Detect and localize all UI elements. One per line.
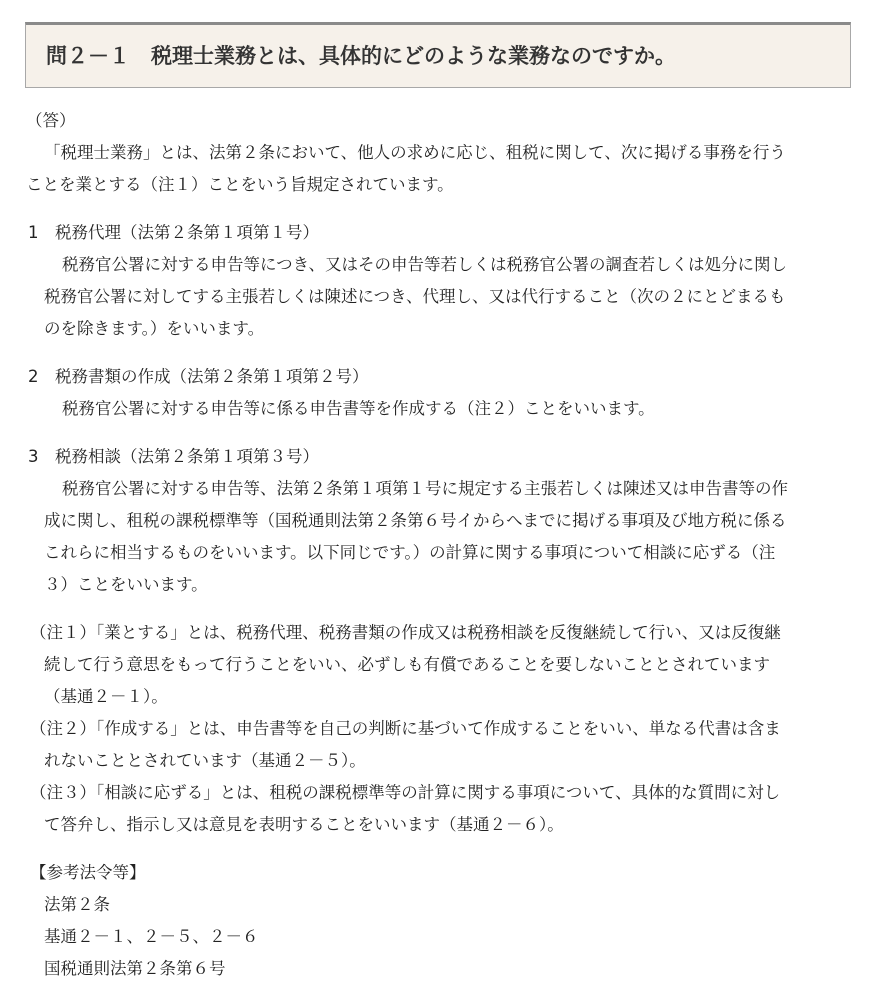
item-tax-consultation — [0, 441, 880, 601]
item-tax-documents — [0, 361, 880, 425]
note-text: 続して行う意思をもって行うことをいい、必ずしも有償であることを要しないこととされています — [44, 655, 770, 674]
answer-intro-line: 「税理士業務」とは、法第２条において、他人の求めに応じ、租税に関して、次に掲げる事務を行う — [44, 143, 786, 162]
spacer — [0, 201, 880, 217]
item-text: 税務官公署に対する申告等に係る申告書等を作成する（注２）ことをいいます。 — [62, 399, 655, 418]
answer-intro-line: ことを業とする（注１）ことをいう旨規定されています。 — [26, 175, 454, 194]
question-title: 問２－１ 税理士業務とは、具体的にどのような業務なのですか。 — [46, 44, 676, 68]
item-tax-agency — [0, 217, 880, 345]
reference-item: 基通２－１、２－５、２－６ — [44, 927, 259, 946]
question-box — [25, 22, 851, 88]
spacer — [0, 841, 880, 857]
item-text: 税務官公署に対する申告等につき、又はその申告等若しくは税務官公署の調査若しくは処分に関し — [62, 255, 788, 274]
item-heading: 2 税務書類の作成（法第２条第１項第２号） — [28, 367, 369, 386]
spacer — [0, 425, 880, 441]
reference-item: 法第２条 — [44, 895, 110, 914]
item-text: 税務官公署に対してする主張若しくは陳述につき、代理し、又は代行すること（次の２にとどまるも — [44, 287, 786, 306]
note-text: て答弁し、指示し又は意見を表明することをいいます（基通２－６）。 — [44, 815, 564, 834]
spacer — [0, 345, 880, 361]
references — [0, 857, 880, 985]
notes — [0, 617, 880, 841]
note-text: （基通２－１）。 — [44, 687, 168, 706]
item-text: 税務官公署に対する申告等、法第２条第１項第１号に規定する主張若しくは陳述又は申告書等の作 — [62, 479, 788, 498]
note-text: れないこととされています（基通２－５）。 — [44, 751, 366, 770]
item-text: 成に関し、租税の課税標準等（国税通則法第２条第６号イからへまでに掲げる事項及び地方税に係る — [44, 511, 787, 530]
item-heading: 1 税務代理（法第２条第１項第１号） — [28, 223, 319, 242]
reference-item: 国税通則法第２条第６号 — [44, 959, 226, 978]
note-first-line: （注１）「業とする」とは、税務代理、税務書類の作成又は税務相談を反復継続して行い、又は反復継 — [30, 623, 781, 642]
item-text: のを除きます。）をいいます。 — [44, 319, 265, 338]
item-heading: 3 税務相談（法第２条第１項第３号） — [28, 447, 319, 466]
spacer — [0, 601, 880, 617]
references-heading: 【参考法令等】 — [30, 863, 146, 882]
item-text: ３）ことをいいます。 — [44, 575, 208, 594]
answer-body — [0, 105, 880, 985]
item-text: これらに相当するものをいいます。以下同じです。）の計算に関する事項について相談に応ずる（注 — [44, 543, 776, 562]
note-first-line: （注２）「作成する」とは、申告書等を自己の判断に基づいて作成することをいい、単なる代書は含ま — [30, 719, 781, 738]
answer-label: （答） — [26, 111, 76, 130]
note-first-line: （注３）「相談に応ずる」とは、租税の課税標準等の計算に関する事項について、具体的な質問に対し — [30, 783, 781, 802]
